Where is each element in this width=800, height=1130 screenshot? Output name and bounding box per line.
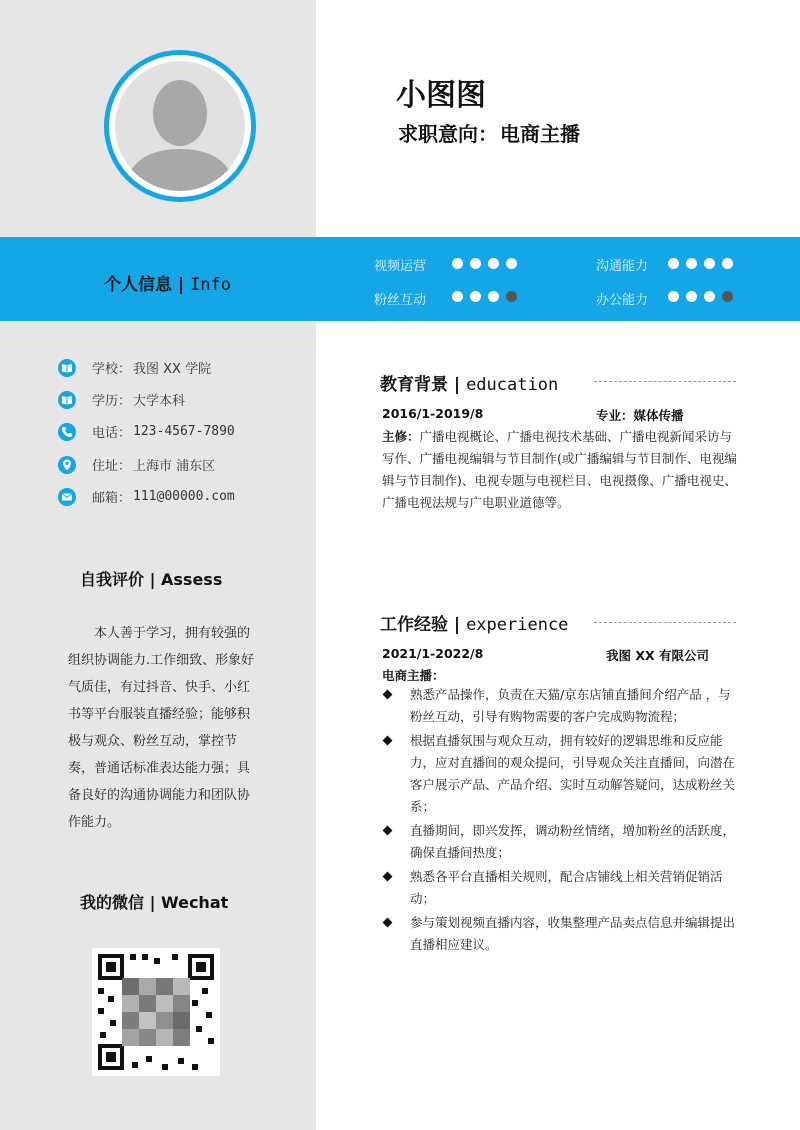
job-objective: 求职意向： 电商主播 — [398, 122, 580, 146]
education-title: 教育背景 | education — [380, 375, 559, 395]
rating-dot-filled — [686, 291, 697, 302]
rating-dot-empty — [506, 291, 517, 302]
list-item: 直播期间，即兴发挥，调动粉丝情绪，增加粉丝的活跃度，确保直播间热度； — [382, 820, 742, 864]
rating-dot-empty — [722, 291, 733, 302]
diamond-bullet-icon — [383, 736, 393, 746]
wechat-qr-code — [92, 948, 220, 1076]
education-period: 2016/1-2019/8 — [382, 406, 484, 421]
skill-label-fans: 粉丝互动 — [374, 293, 427, 308]
skill-dots-office — [668, 291, 733, 302]
skill-label-office: 办公能力 — [596, 293, 649, 308]
info-degree: 学历： 大学本科 — [58, 390, 185, 409]
education-divider — [594, 381, 736, 382]
work-duties — [382, 684, 742, 958]
rating-dot-filled — [452, 291, 463, 302]
info-school: 学校： 我图 XX 学院 — [58, 358, 211, 377]
phone-icon — [58, 423, 76, 441]
list-item: 根据直播氛围与观众互动，拥有较好的逻辑思维和反应能力，应对直播间的观众提问，引导观众关注直播间，向潜在客户展示产品、产品介绍、实时互动解答疑问，达成粉丝关系； — [382, 730, 742, 818]
list-item: 熟悉各平台直播相关规则，配合店铺线上相关营销促销活动； — [382, 866, 742, 910]
mail-icon — [58, 488, 76, 506]
work-divider — [594, 622, 736, 623]
work-period: 2021/1-2022/8 — [382, 646, 484, 661]
rating-dot-filled — [470, 291, 481, 302]
diamond-bullet-icon — [383, 690, 393, 700]
info-section-title: 个人信息 | Info — [104, 275, 232, 295]
info-address: 住址： 上海市 浦东区 — [58, 455, 215, 474]
skill-label-video: 视频运营 — [374, 259, 427, 274]
list-item: 参与策划视频直播内容，收集整理产品卖点信息并编辑提出直播相应建议。 — [382, 912, 742, 956]
diamond-bullet-icon — [383, 872, 393, 882]
skill-dots-fans — [452, 291, 517, 302]
rating-dot-filled — [470, 258, 481, 269]
rating-dot-filled — [704, 291, 715, 302]
work-company: 我图 XX 有限公司 — [606, 648, 709, 663]
rating-dot-filled — [506, 258, 517, 269]
avatar — [104, 50, 256, 202]
work-role: 电商主播： — [382, 668, 445, 683]
skill-label-communication: 沟通能力 — [596, 259, 649, 274]
assess-title: 自我评价 | Assess — [80, 570, 223, 589]
rating-dot-filled — [704, 258, 715, 269]
education-courses: 主修：广播电视概论、广播电视技术基础、广播电视新闻采访与写作、广播电视编辑与节目制作(或广播编辑与节目制作、电视编辑与节目制作)、电视专题与电视栏目、电视摄像、广播电视史、广播电视法规与广电职业道德等。 — [382, 429, 737, 510]
location-icon — [58, 456, 76, 474]
rating-dot-filled — [668, 291, 679, 302]
diamond-bullet-icon — [383, 918, 393, 928]
rating-dot-filled — [488, 258, 499, 269]
book-icon — [58, 359, 76, 377]
person-silhouette-icon — [115, 61, 245, 191]
wechat-title: 我的微信 | Wechat — [80, 893, 229, 912]
skill-dots-video — [452, 258, 517, 269]
work-title: 工作经验 | experience — [380, 615, 569, 635]
info-email: 邮箱： 111@00000.com — [58, 487, 235, 506]
candidate-name: 小图图 — [396, 78, 486, 113]
rating-dot-filled — [668, 258, 679, 269]
rating-dot-filled — [488, 291, 499, 302]
diamond-bullet-icon — [383, 826, 393, 836]
list-item: 熟悉产品操作，负责在天猫/京东店铺直播间介绍产品 ，与粉丝互动，引导有购物需要的客户完成购物流程； — [382, 684, 742, 728]
education-major: 专业：媒体传播 — [596, 408, 684, 423]
assess-text: 本人善于学习，拥有较强的组织协调能力.工作细致、形象好气质佳，有过抖音、快手、小红书等平台服装直播经验；能够积极与观众、粉丝互动，掌控节奏，普通话标准表达能力强；具备良好的沟通协调能力和团队协作能力。 — [68, 626, 255, 830]
rating-dot-filled — [452, 258, 463, 269]
book-icon — [58, 391, 76, 409]
qr-code-icon — [92, 948, 220, 1076]
rating-dot-filled — [722, 258, 733, 269]
rating-dot-filled — [686, 258, 697, 269]
info-phone: 电话： 123-4567-7890 — [58, 422, 235, 441]
skill-dots-communication — [668, 258, 733, 269]
